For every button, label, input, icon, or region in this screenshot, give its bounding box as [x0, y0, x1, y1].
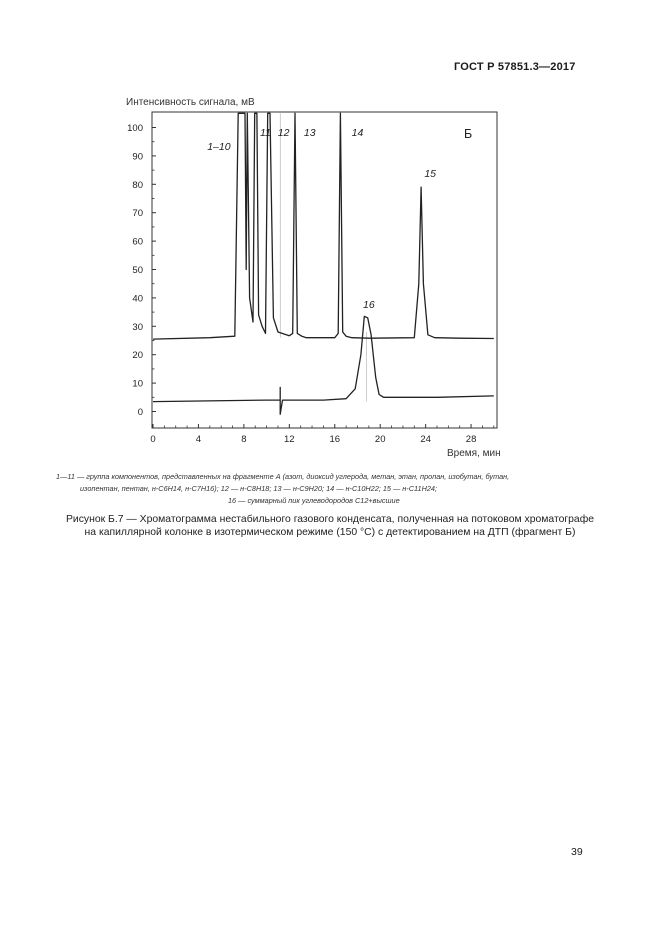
peak-label: 12: [277, 127, 290, 140]
y-tick-label: 80: [132, 179, 143, 191]
y-tick-label: 30: [132, 321, 143, 333]
x-tick-label: 12: [284, 434, 295, 445]
chromatogram-trace-2: [153, 316, 494, 414]
y-tick-label: 40: [132, 293, 143, 305]
y-tick-label: 50: [132, 265, 143, 276]
x-tick-label: 4: [195, 434, 202, 445]
legend-line-2: изопентан, пентан, н-C6H14, н-C7H16); 12 — н-C8H18; 13 — н-C9H20; 14 — н-C10H22; 15 — н-C11H24;: [80, 484, 437, 493]
x-tick-label: 28: [465, 434, 477, 445]
page-number: 39: [571, 846, 583, 858]
figure-caption: [40, 513, 620, 539]
peak-label: 13: [303, 127, 316, 140]
y-tick-label: 10: [132, 378, 143, 390]
y-axis-label: Интенсивность сигнала, мВ: [126, 97, 255, 108]
peak-label: 1–10: [207, 141, 231, 154]
chromatogram-trace-1: [153, 113, 494, 339]
y-tick-label: 70: [132, 208, 143, 220]
caption-line-1: Рисунок Б.7 — Хроматограмма нестабильного газового конденсата, полученная на потоковом хроматографе: [65, 514, 595, 525]
x-tick-label: 20: [374, 434, 386, 445]
legend-line-3: 16 — суммарный пик углеводородов C12+высшие: [228, 496, 400, 505]
caption-line-2: на капиллярной колонке в изотермическом режиме (150 °С) с детектированием на ДТП (фрагмент Б): [84, 527, 576, 538]
x-tick-label: 16: [329, 434, 341, 445]
y-tick-label: 20: [132, 350, 143, 362]
figure-legend: [56, 471, 604, 507]
y-tick-label: 90: [132, 151, 143, 163]
legend-line-1: 1—11 — группа компонентов, представленных на фрагменте А (азот, диоксид углерода, метан, этан, пропан, изобутан, бутан,: [56, 472, 510, 481]
peak-label: 15: [424, 168, 437, 181]
x-axis-label: Время, мин: [447, 448, 501, 459]
panel-label: Б: [464, 127, 473, 141]
peak-label: 16: [362, 298, 375, 311]
standard-number: ГОСТ Р 57851.3—2017: [454, 61, 576, 73]
peak-label: 14: [351, 127, 364, 140]
y-tick-label: 100: [127, 123, 143, 134]
peak-label: 11: [260, 127, 271, 140]
y-tick-label: 0: [137, 407, 143, 418]
y-tick-label: 60: [132, 236, 143, 248]
x-tick-label: 8: [241, 434, 247, 445]
x-tick-label: 0: [150, 434, 156, 445]
x-tick-label: 24: [420, 434, 431, 445]
plot-frame: [152, 112, 497, 428]
